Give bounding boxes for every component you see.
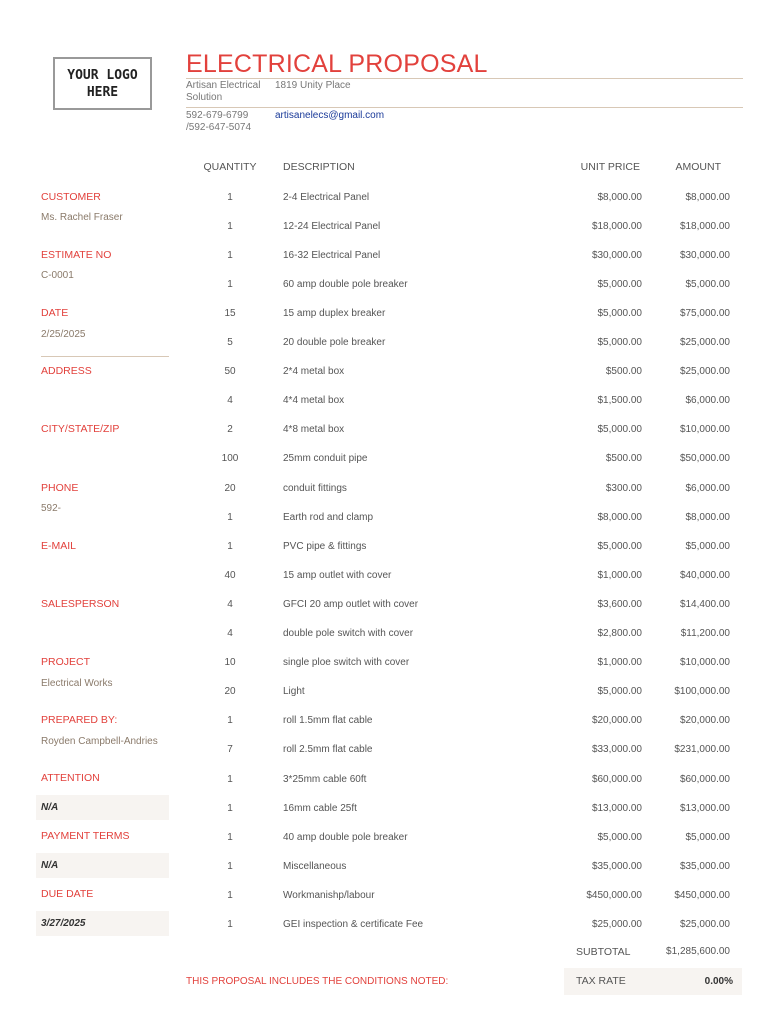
item-quantity: 1 <box>227 220 233 232</box>
prepared-by-value: Royden Campbell-Andries <box>41 736 158 747</box>
item-description: 15 amp duplex breaker <box>283 307 386 319</box>
company-email[interactable]: artisanelecs@gmail.com <box>275 110 385 121</box>
item-quantity: 1 <box>227 540 233 552</box>
item-quantity: 7 <box>227 744 233 756</box>
phone-label: PHONE <box>41 482 79 494</box>
table-row <box>186 474 746 503</box>
tax-rate-label: TAX RATE <box>576 975 626 987</box>
company-phones: 592-679-6799 /592-647-5074 <box>186 110 252 133</box>
item-amount: $5,000.00 <box>685 278 730 290</box>
item-quantity: 40 <box>224 569 236 581</box>
table-row <box>186 241 746 270</box>
item-amount: $40,000.00 <box>679 569 730 581</box>
header-amount: AMOUNT <box>675 161 721 173</box>
sidebar-divider <box>41 356 169 357</box>
item-description: conduit fittings <box>283 482 347 494</box>
item-unit-price: $300.00 <box>605 482 642 494</box>
payment-terms-value: N/A <box>36 853 169 878</box>
item-description: 4*4 metal box <box>283 395 345 407</box>
item-quantity: 1 <box>227 802 233 814</box>
table-row <box>186 270 746 299</box>
item-amount: $6,000.00 <box>685 482 730 494</box>
table-row <box>186 619 746 648</box>
item-amount: $10,000.00 <box>679 424 730 436</box>
item-amount: $10,000.00 <box>679 657 730 669</box>
item-unit-price: $450,000.00 <box>586 889 642 901</box>
item-description: roll 1.5mm flat cable <box>283 715 373 727</box>
item-quantity: 4 <box>227 628 233 639</box>
item-description: 15 amp outlet with cover <box>283 569 392 581</box>
due-date-value: 3/27/2025 <box>36 911 169 936</box>
item-description: double pole switch with cover <box>283 628 414 639</box>
item-description: single ploe switch with cover <box>283 657 410 669</box>
item-amount: $35,000.00 <box>679 860 730 872</box>
table-row <box>186 212 746 241</box>
table-row <box>186 503 746 532</box>
subtotal-value: $1,285,600.00 <box>666 946 730 957</box>
address-label: ADDRESS <box>41 365 92 377</box>
customer-value: Ms. Rachel Fraser <box>41 212 123 223</box>
email-label: E-MAIL <box>41 540 77 552</box>
item-unit-price: $5,000.00 <box>597 278 642 290</box>
item-quantity: 5 <box>227 337 233 348</box>
item-unit-price: $1,500.00 <box>597 395 642 407</box>
table-row <box>186 910 746 939</box>
item-unit-price: $35,000.00 <box>591 860 642 872</box>
item-quantity: 1 <box>227 511 233 523</box>
item-description: 16mm cable 25ft <box>283 802 357 814</box>
item-amount: $231,000.00 <box>674 744 730 756</box>
item-quantity: 2 <box>227 424 233 436</box>
attention-label: ATTENTION <box>41 772 100 784</box>
estimate-label: ESTIMATE NO <box>41 249 112 261</box>
document-title: ELECTRICAL PROPOSAL <box>186 50 488 78</box>
item-unit-price: $500.00 <box>605 453 642 465</box>
item-unit-price: $18,000.00 <box>591 220 642 232</box>
item-amount: $8,000.00 <box>685 191 730 203</box>
item-description: 12-24 Electrical Panel <box>283 220 381 232</box>
item-unit-price: $33,000.00 <box>591 744 642 756</box>
item-quantity: 4 <box>227 598 233 610</box>
prepared-by-label: PREPARED BY: <box>41 714 118 726</box>
company-street: 1819 Unity Place <box>275 80 351 91</box>
item-unit-price: $8,000.00 <box>597 191 642 203</box>
item-quantity: 20 <box>224 482 236 494</box>
item-unit-price: $5,000.00 <box>597 424 642 436</box>
item-quantity: 1 <box>227 831 233 843</box>
item-amount: $18,000.00 <box>679 220 730 232</box>
item-amount: $13,000.00 <box>679 802 730 814</box>
item-quantity: 50 <box>224 366 236 378</box>
item-unit-price: $1,000.00 <box>597 569 642 581</box>
item-quantity: 4 <box>227 395 233 407</box>
header-quantity: QUANTITY <box>203 161 257 173</box>
item-unit-price: $30,000.00 <box>591 249 642 261</box>
item-quantity: 10 <box>224 657 236 669</box>
item-amount: $11,200.00 <box>680 628 730 639</box>
item-unit-price: $13,000.00 <box>591 802 642 814</box>
item-description: roll 2.5mm flat cable <box>283 744 373 756</box>
table-row <box>186 444 746 473</box>
table-row <box>186 328 746 357</box>
item-description: 40 amp double pole breaker <box>283 831 408 843</box>
title-divider <box>186 78 743 79</box>
table-row <box>186 415 746 444</box>
table-row <box>186 852 746 881</box>
header-unit-price: UNIT PRICE <box>580 161 640 173</box>
item-description: 16-32 Electrical Panel <box>283 249 381 261</box>
item-amount: $30,000.00 <box>679 249 730 261</box>
item-quantity: 100 <box>221 453 239 465</box>
item-quantity: 1 <box>227 860 233 872</box>
item-description: Workmanishp/labour <box>283 889 375 901</box>
item-amount: $60,000.00 <box>679 773 730 785</box>
item-amount: $5,000.00 <box>685 831 730 843</box>
city-label: CITY/STATE/ZIP <box>41 423 120 435</box>
item-description: Earth rod and clamp <box>283 511 374 523</box>
item-amount: $25,000.00 <box>679 366 730 378</box>
item-description: 2*4 metal box <box>283 366 345 378</box>
item-amount: $25,000.00 <box>679 919 730 930</box>
item-amount: $14,400.00 <box>679 598 730 610</box>
subtotal-label: SUBTOTAL <box>576 946 631 958</box>
item-amount: $5,000.00 <box>685 540 730 552</box>
table-row <box>186 735 746 764</box>
customer-label: CUSTOMER <box>41 191 101 203</box>
item-quantity: 1 <box>227 191 233 203</box>
table-row <box>186 677 746 706</box>
conditions-note: THIS PROPOSAL INCLUDES THE CONDITIONS NOTED: <box>186 976 449 987</box>
project-label: PROJECT <box>41 656 91 668</box>
item-unit-price: $5,000.00 <box>597 307 642 319</box>
item-description: PVC pipe & fittings <box>283 540 367 552</box>
table-row <box>186 532 746 561</box>
attention-value: N/A <box>36 795 169 820</box>
table-row <box>186 881 746 910</box>
item-unit-price: $500.00 <box>605 366 642 378</box>
table-row <box>186 794 746 823</box>
company-name: Artisan Electrical Solution <box>186 80 261 103</box>
item-unit-price: $5,000.00 <box>597 686 642 698</box>
estimate-value: C-0001 <box>41 270 74 281</box>
item-unit-price: $2,800.00 <box>597 628 642 639</box>
table-row <box>186 590 746 619</box>
salesperson-label: SALESPERSON <box>41 598 120 610</box>
company-divider <box>186 107 743 108</box>
item-amount: $8,000.00 <box>685 511 730 523</box>
item-quantity: 1 <box>227 278 233 290</box>
item-quantity: 1 <box>227 889 233 901</box>
item-amount: $20,000.00 <box>679 715 730 727</box>
table-row <box>186 183 746 212</box>
table-row <box>186 386 746 415</box>
table-row <box>186 823 746 852</box>
item-description: Light <box>283 686 305 698</box>
item-unit-price: $5,000.00 <box>597 831 642 843</box>
item-quantity: 1 <box>227 249 233 261</box>
item-description: 3*25mm cable 60ft <box>283 773 367 785</box>
item-quantity: 1 <box>227 919 233 930</box>
item-amount: $25,000.00 <box>679 337 730 348</box>
project-value: Electrical Works <box>41 678 113 689</box>
item-description: 25mm conduit pipe <box>283 453 368 465</box>
date-value: 2/25/2025 <box>41 329 86 340</box>
item-quantity: 1 <box>227 773 233 785</box>
item-amount: $75,000.00 <box>679 307 730 319</box>
payment-terms-label: PAYMENT TERMS <box>41 830 130 842</box>
table-row <box>186 765 746 794</box>
item-amount: $100,000.00 <box>674 686 730 698</box>
logo-placeholder: YOUR LOGO HERE <box>53 57 152 110</box>
table-row <box>186 648 746 677</box>
table-row <box>186 561 746 590</box>
table-row <box>186 299 746 328</box>
header-description: DESCRIPTION <box>283 161 355 173</box>
item-quantity: 1 <box>227 715 233 727</box>
item-unit-price: $3,600.00 <box>597 598 642 610</box>
item-quantity: 15 <box>224 307 236 319</box>
item-description: 60 amp double pole breaker <box>283 278 408 290</box>
item-unit-price: $5,000.00 <box>597 337 642 348</box>
item-unit-price: $20,000.00 <box>591 715 642 727</box>
item-unit-price: $1,000.00 <box>597 657 642 669</box>
item-description: 4*8 metal box <box>283 424 345 436</box>
item-amount: $450,000.00 <box>674 889 730 901</box>
tax-rate-value: 0.00% <box>704 976 733 987</box>
phone-value: 592- <box>41 503 62 514</box>
item-amount: $50,000.00 <box>679 453 730 465</box>
item-description: Miscellaneous <box>283 860 347 872</box>
item-quantity: 20 <box>224 686 236 698</box>
item-unit-price: $8,000.00 <box>597 511 642 523</box>
item-description: 20 double pole breaker <box>283 337 386 348</box>
item-amount: $6,000.00 <box>685 395 730 407</box>
date-label: DATE <box>41 307 69 319</box>
item-unit-price: $5,000.00 <box>597 540 642 552</box>
table-row <box>186 706 746 735</box>
table-row <box>186 357 746 386</box>
item-unit-price: $60,000.00 <box>591 773 642 785</box>
item-description: GFCI 20 amp outlet with cover <box>283 598 419 610</box>
item-unit-price: $25,000.00 <box>591 919 642 930</box>
item-description: GEI inspection & certificate Fee <box>283 919 424 930</box>
due-date-label: DUE DATE <box>41 888 94 900</box>
item-description: 2-4 Electrical Panel <box>283 191 370 203</box>
